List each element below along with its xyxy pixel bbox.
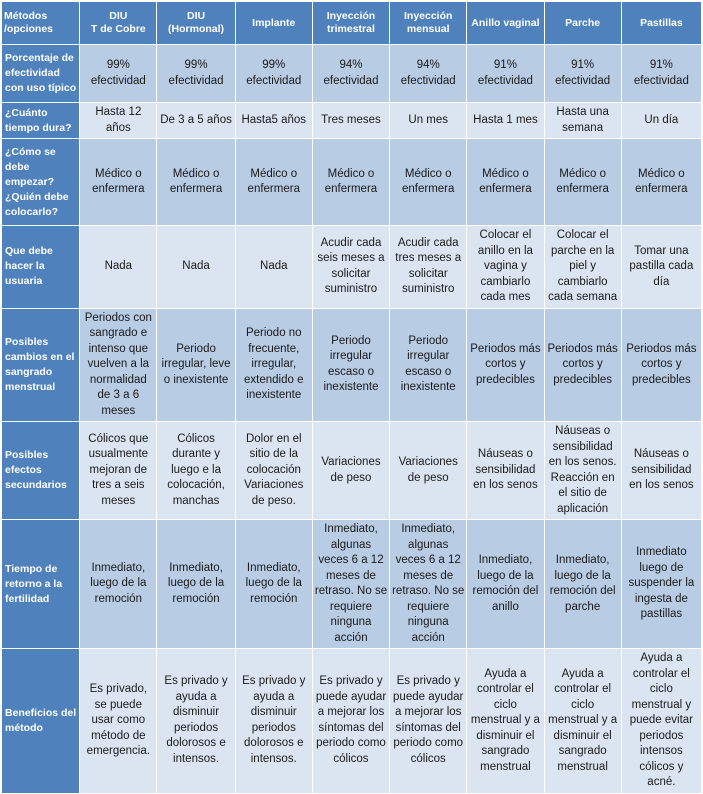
- column-header: [622, 2, 701, 44]
- column-header-line: Inyección: [403, 10, 453, 22]
- row-label: Beneficios del método: [2, 649, 79, 793]
- table-row: [2, 309, 701, 422]
- table-cell: Periodo irregular escaso o inexistente: [390, 309, 466, 422]
- header-row: [2, 2, 701, 44]
- column-header-line: (Hormonal): [168, 23, 225, 35]
- table-cell: Periodos con sangrado e intenso que vuelven a la normalidad de 3 a 6 meses: [80, 309, 156, 422]
- table-cell: Cólicos durante y luego e la colocación, manchas: [157, 422, 234, 519]
- table-cell: Médico o enfermera: [80, 139, 156, 225]
- column-header-line: Implante: [252, 16, 296, 29]
- table-cell: Acudir cada seis meses a solicitar suministro: [313, 226, 389, 308]
- table-cell: De 3 a 5 años: [157, 103, 234, 138]
- table-cell: 99% efectividad: [236, 45, 312, 102]
- table-cell: Tomar una pastilla cada día: [622, 226, 701, 308]
- table-cell: Inmediato, luego de la remoción del parche: [545, 520, 621, 648]
- row-label: ¿Cómo se debe empezar? ¿Quién debe colocarlo?: [2, 139, 79, 225]
- row-label: Que debe hacer la usuaria: [2, 226, 79, 308]
- table-cell: 91% efectividad: [545, 45, 621, 102]
- column-header-line: Inyección: [326, 10, 376, 22]
- column-header-line: Parche: [565, 16, 601, 29]
- table-cell: Es privado y puede ayudar a mejorar los síntomas del periodo como cólicos: [313, 649, 389, 793]
- table-row: [2, 103, 701, 138]
- column-header-line: DIU: [109, 10, 128, 22]
- table-cell: Hasta una semana: [545, 103, 621, 138]
- table-cell: 99% efectividad: [157, 45, 234, 102]
- table-row: [2, 422, 701, 519]
- table-cell: Periodo irregular, leve o inexistente: [157, 309, 234, 422]
- corner-header: [2, 2, 79, 44]
- table-cell: Variaciones de peso: [313, 422, 389, 519]
- table-cell: Inmediato, luego de la remoción: [80, 520, 156, 648]
- table-cell: Periodos más cortos y predecibles: [467, 309, 543, 422]
- table-cell: 99% efectividad: [80, 45, 156, 102]
- column-header: [390, 2, 466, 44]
- column-header: [80, 2, 156, 44]
- table-cell: 91% efectividad: [467, 45, 543, 102]
- table-cell: Es privado y ayuda a disminuir periodos dolorosos e intensos.: [157, 649, 234, 793]
- table-cell: 91% efectividad: [622, 45, 701, 102]
- table-cell: 94% efectividad: [313, 45, 389, 102]
- table-cell: Periodos más cortos y predecibles: [622, 309, 701, 422]
- row-label: ¿Cuánto tiempo dura?: [2, 103, 79, 138]
- table-cell: Inmediato, luego de la remoción: [236, 520, 312, 648]
- column-header-line: mensual: [406, 23, 450, 35]
- table-cell: Hasta 12 años: [80, 103, 156, 138]
- table-cell: Es privado y puede ayudar a mejorar los síntomas del periodo como cólicos: [390, 649, 466, 793]
- column-header: [157, 2, 234, 44]
- table-cell: Colocar el anillo en la vagina y cambiarlo cada mes: [467, 226, 543, 308]
- table-cell: Ayuda a controlar el ciclo menstrual y a disminuir el sangrado menstrual: [467, 649, 543, 793]
- table-cell: Médico o enfermera: [467, 139, 543, 225]
- table-cell: Hasta 1 mes: [467, 103, 543, 138]
- table-header: [2, 2, 701, 44]
- table-cell: Es privado, se puede usar como método de emergencia.: [80, 649, 156, 793]
- table-cell: Cólicos que usualmente mejoran de tres a seis meses: [80, 422, 156, 519]
- column-header: [545, 2, 621, 44]
- table-cell: Inmediato, algunas veces 6 a 12 meses de retraso. No se requiere ninguna acción: [390, 520, 466, 648]
- table-cell: Inmediato, algunas veces 6 a 12 meses de retraso. No se requiere ninguna acción: [313, 520, 389, 648]
- column-header-line: trimestral: [327, 23, 375, 35]
- table-cell: Es privado y ayuda a disminuir periodos dolorosos e intensos.: [236, 649, 312, 793]
- contraceptive-comparison-table-container: [1, 1, 702, 794]
- table-cell: Dolor en el sitio de la colocación Variaciones de peso.: [236, 422, 312, 519]
- table-cell: Un mes: [390, 103, 466, 138]
- contraceptive-comparison-table: [1, 1, 702, 794]
- corner-header-line-2: /opciones: [4, 23, 54, 35]
- table-cell: Colocar el parche en la piel y cambiarlo cada semana: [545, 226, 621, 308]
- table-cell: Médico o enfermera: [313, 139, 389, 225]
- table-cell: 94% efectividad: [390, 45, 466, 102]
- column-header: [467, 2, 543, 44]
- row-label: Posibles efectos secundarios: [2, 422, 79, 519]
- table-cell: Médico o enfermera: [622, 139, 701, 225]
- table-cell: Nada: [80, 226, 156, 308]
- table-cell: Médico o enfermera: [236, 139, 312, 225]
- table-cell: Médico o enfermera: [545, 139, 621, 225]
- table-cell: Náuseas o sensibilidad en los senos. Reacción en el sitio de aplicación: [545, 422, 621, 519]
- table-cell: Periodos más cortos y predecibles: [545, 309, 621, 422]
- table-row: [2, 649, 701, 793]
- table-cell: Inmediato, luego de la remoción del anillo: [467, 520, 543, 648]
- table-cell: Ayuda a controlar el ciclo menstrual y puede evitar periodos intensos cólicos y acné.: [622, 649, 701, 793]
- table-cell: Náuseas o sensibilidad en los senos: [467, 422, 543, 519]
- table-cell: Nada: [157, 226, 234, 308]
- table-body: [2, 45, 701, 793]
- column-header: [313, 2, 389, 44]
- table-cell: Hasta5 años: [236, 103, 312, 138]
- column-header-line: T de Cobre: [90, 23, 146, 35]
- table-cell: Náuseas o sensibilidad en los senos: [622, 422, 701, 519]
- row-label: Tiempo de retorno a la fertilidad: [2, 520, 79, 648]
- table-row: [2, 520, 701, 648]
- column-header-line: Pastillas: [640, 16, 683, 29]
- table-cell: Tres meses: [313, 103, 389, 138]
- row-label: Porcentaje de efectividad con uso típico: [2, 45, 79, 102]
- table-cell: Médico o enfermera: [157, 139, 234, 225]
- table-cell: Variaciones de peso: [390, 422, 466, 519]
- table-row: [2, 45, 701, 102]
- table-row: [2, 139, 701, 225]
- table-cell: Nada: [236, 226, 312, 308]
- row-label: Posibles cambios en el sangrado menstrual: [2, 309, 79, 422]
- column-header-line: Anillo vaginal: [471, 16, 540, 29]
- column-header-line: DIU: [187, 10, 206, 22]
- table-cell: Inmediato, luego de la remoción: [157, 520, 234, 648]
- column-header: [236, 2, 312, 44]
- table-cell: Periodo no frecuente, irregular, extendido e inexistente: [236, 309, 312, 422]
- table-cell: Acudir cada tres meses a solicitar suministro: [390, 226, 466, 308]
- table-cell: Periodo irregular escaso o inexistente: [313, 309, 389, 422]
- table-cell: Médico o enfermera: [390, 139, 466, 225]
- table-cell: Un día: [622, 103, 701, 138]
- table-cell: Inmediato luego de suspender la ingesta de pastillas: [622, 520, 701, 648]
- corner-header-line-1: Métodos: [4, 10, 48, 22]
- table-cell: Ayuda a controlar el ciclo menstrual y a disminuir el sangrado menstrual: [545, 649, 621, 793]
- table-row: [2, 226, 701, 308]
